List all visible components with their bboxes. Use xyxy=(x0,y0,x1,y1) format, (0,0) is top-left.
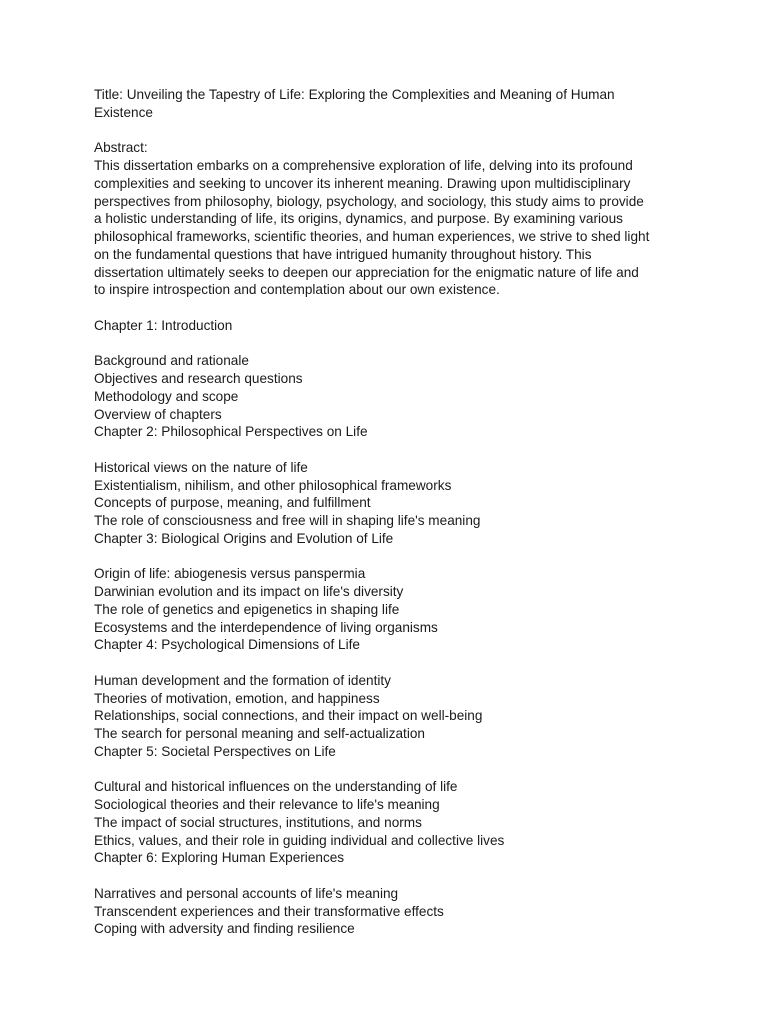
abstract-heading: Abstract: xyxy=(94,140,148,156)
chapter-1-item: Background and rationale xyxy=(94,353,249,369)
chapter-3-item: Ecosystems and the interdependence of living organisms xyxy=(94,619,438,635)
spacer xyxy=(94,761,654,779)
chapter-3-item: Origin of life: abiogenesis versus panspermia xyxy=(94,566,366,582)
spacer xyxy=(94,122,654,140)
chapter-4-item: Relationships, social connections, and their impact on well-being xyxy=(94,708,483,724)
abstract-line: to inspire introspection and contemplation about our own existence. xyxy=(94,282,500,298)
chapter-4-heading: Chapter 4: Psychological Dimensions of Life xyxy=(94,637,360,653)
spacer xyxy=(94,654,654,672)
chapter-2-item: Historical views on the nature of life xyxy=(94,459,308,475)
abstract-line: perspectives from philosophy, biology, psychology, and sociology, this study aims to provide xyxy=(94,193,644,209)
chapter-5-item: Sociological theories and their relevance to life's meaning xyxy=(94,797,440,812)
chapter-4-item: The search for personal meaning and self-actualization xyxy=(94,726,425,741)
chapter-2-heading: Chapter 2: Philosophical Perspectives on Life xyxy=(94,424,368,440)
chapter-1-item: Overview of chapters xyxy=(94,406,222,422)
spacer xyxy=(94,548,654,566)
document-title-line-1: Title: Unveiling the Tapestry of Life: Exploring the Complexities and Meaning of Human xyxy=(94,87,615,102)
chapter-1-item: Methodology and scope xyxy=(94,388,239,404)
abstract-line: on the fundamental questions that have intrigued humanity throughout history. This xyxy=(94,246,592,262)
chapter-5-item: The impact of social structures, institutions, and norms xyxy=(94,814,422,830)
spacer xyxy=(94,335,654,353)
chapter-3-item: Darwinian evolution and its impact on life's diversity xyxy=(94,584,404,599)
chapter-1-heading: Chapter 1: Introduction xyxy=(94,317,233,333)
abstract-line: This dissertation embarks on a comprehensive exploration of life, delving into its profound xyxy=(94,158,633,173)
chapter-6-item: Transcendent experiences and their transformative effects xyxy=(94,903,444,919)
chapter-3-item: The role of genetics and epigenetics in shaping life xyxy=(94,601,400,617)
chapter-4-item: Theories of motivation, emotion, and happiness xyxy=(94,690,380,706)
chapter-2-item: The role of consciousness and free will in shaping life's meaning xyxy=(94,513,481,528)
abstract-line: complexities and seeking to uncover its inherent meaning. Drawing upon multidisciplinary xyxy=(94,175,631,191)
chapter-6-item: Coping with adversity and finding resilience xyxy=(94,921,355,937)
spacer xyxy=(94,299,654,317)
chapter-2-item: Existentialism, nihilism, and other philosophical frameworks xyxy=(94,477,452,493)
chapter-6-item: Narratives and personal accounts of life's meaning xyxy=(94,885,399,901)
spacer xyxy=(94,441,654,459)
abstract-line: philosophical frameworks, scientific theories, and human experiences, we strive to shed light xyxy=(94,229,650,244)
abstract-line: a holistic understanding of life, its origins, dynamics, and purpose. By examining various xyxy=(94,211,623,227)
chapter-4-item: Human development and the formation of identity xyxy=(94,672,391,688)
document-title-line-2: Existence xyxy=(94,104,153,120)
chapter-5-item: Cultural and historical influences on the understanding of life xyxy=(94,779,458,795)
document-body xyxy=(94,86,654,938)
chapter-1-item: Objectives and research questions xyxy=(94,371,303,386)
abstract-line: dissertation ultimately seeks to deepen our appreciation for the enigmatic nature of life and xyxy=(94,264,639,280)
chapter-5-item: Ethics, values, and their role in guiding individual and collective lives xyxy=(94,832,505,848)
spacer xyxy=(94,867,654,885)
chapter-6-heading: Chapter 6: Exploring Human Experiences xyxy=(94,850,345,866)
chapter-5-heading: Chapter 5: Societal Perspectives on Life xyxy=(94,743,336,759)
chapter-3-heading: Chapter 3: Biological Origins and Evolution of Life xyxy=(94,530,394,546)
chapter-2-item: Concepts of purpose, meaning, and fulfillment xyxy=(94,495,371,511)
